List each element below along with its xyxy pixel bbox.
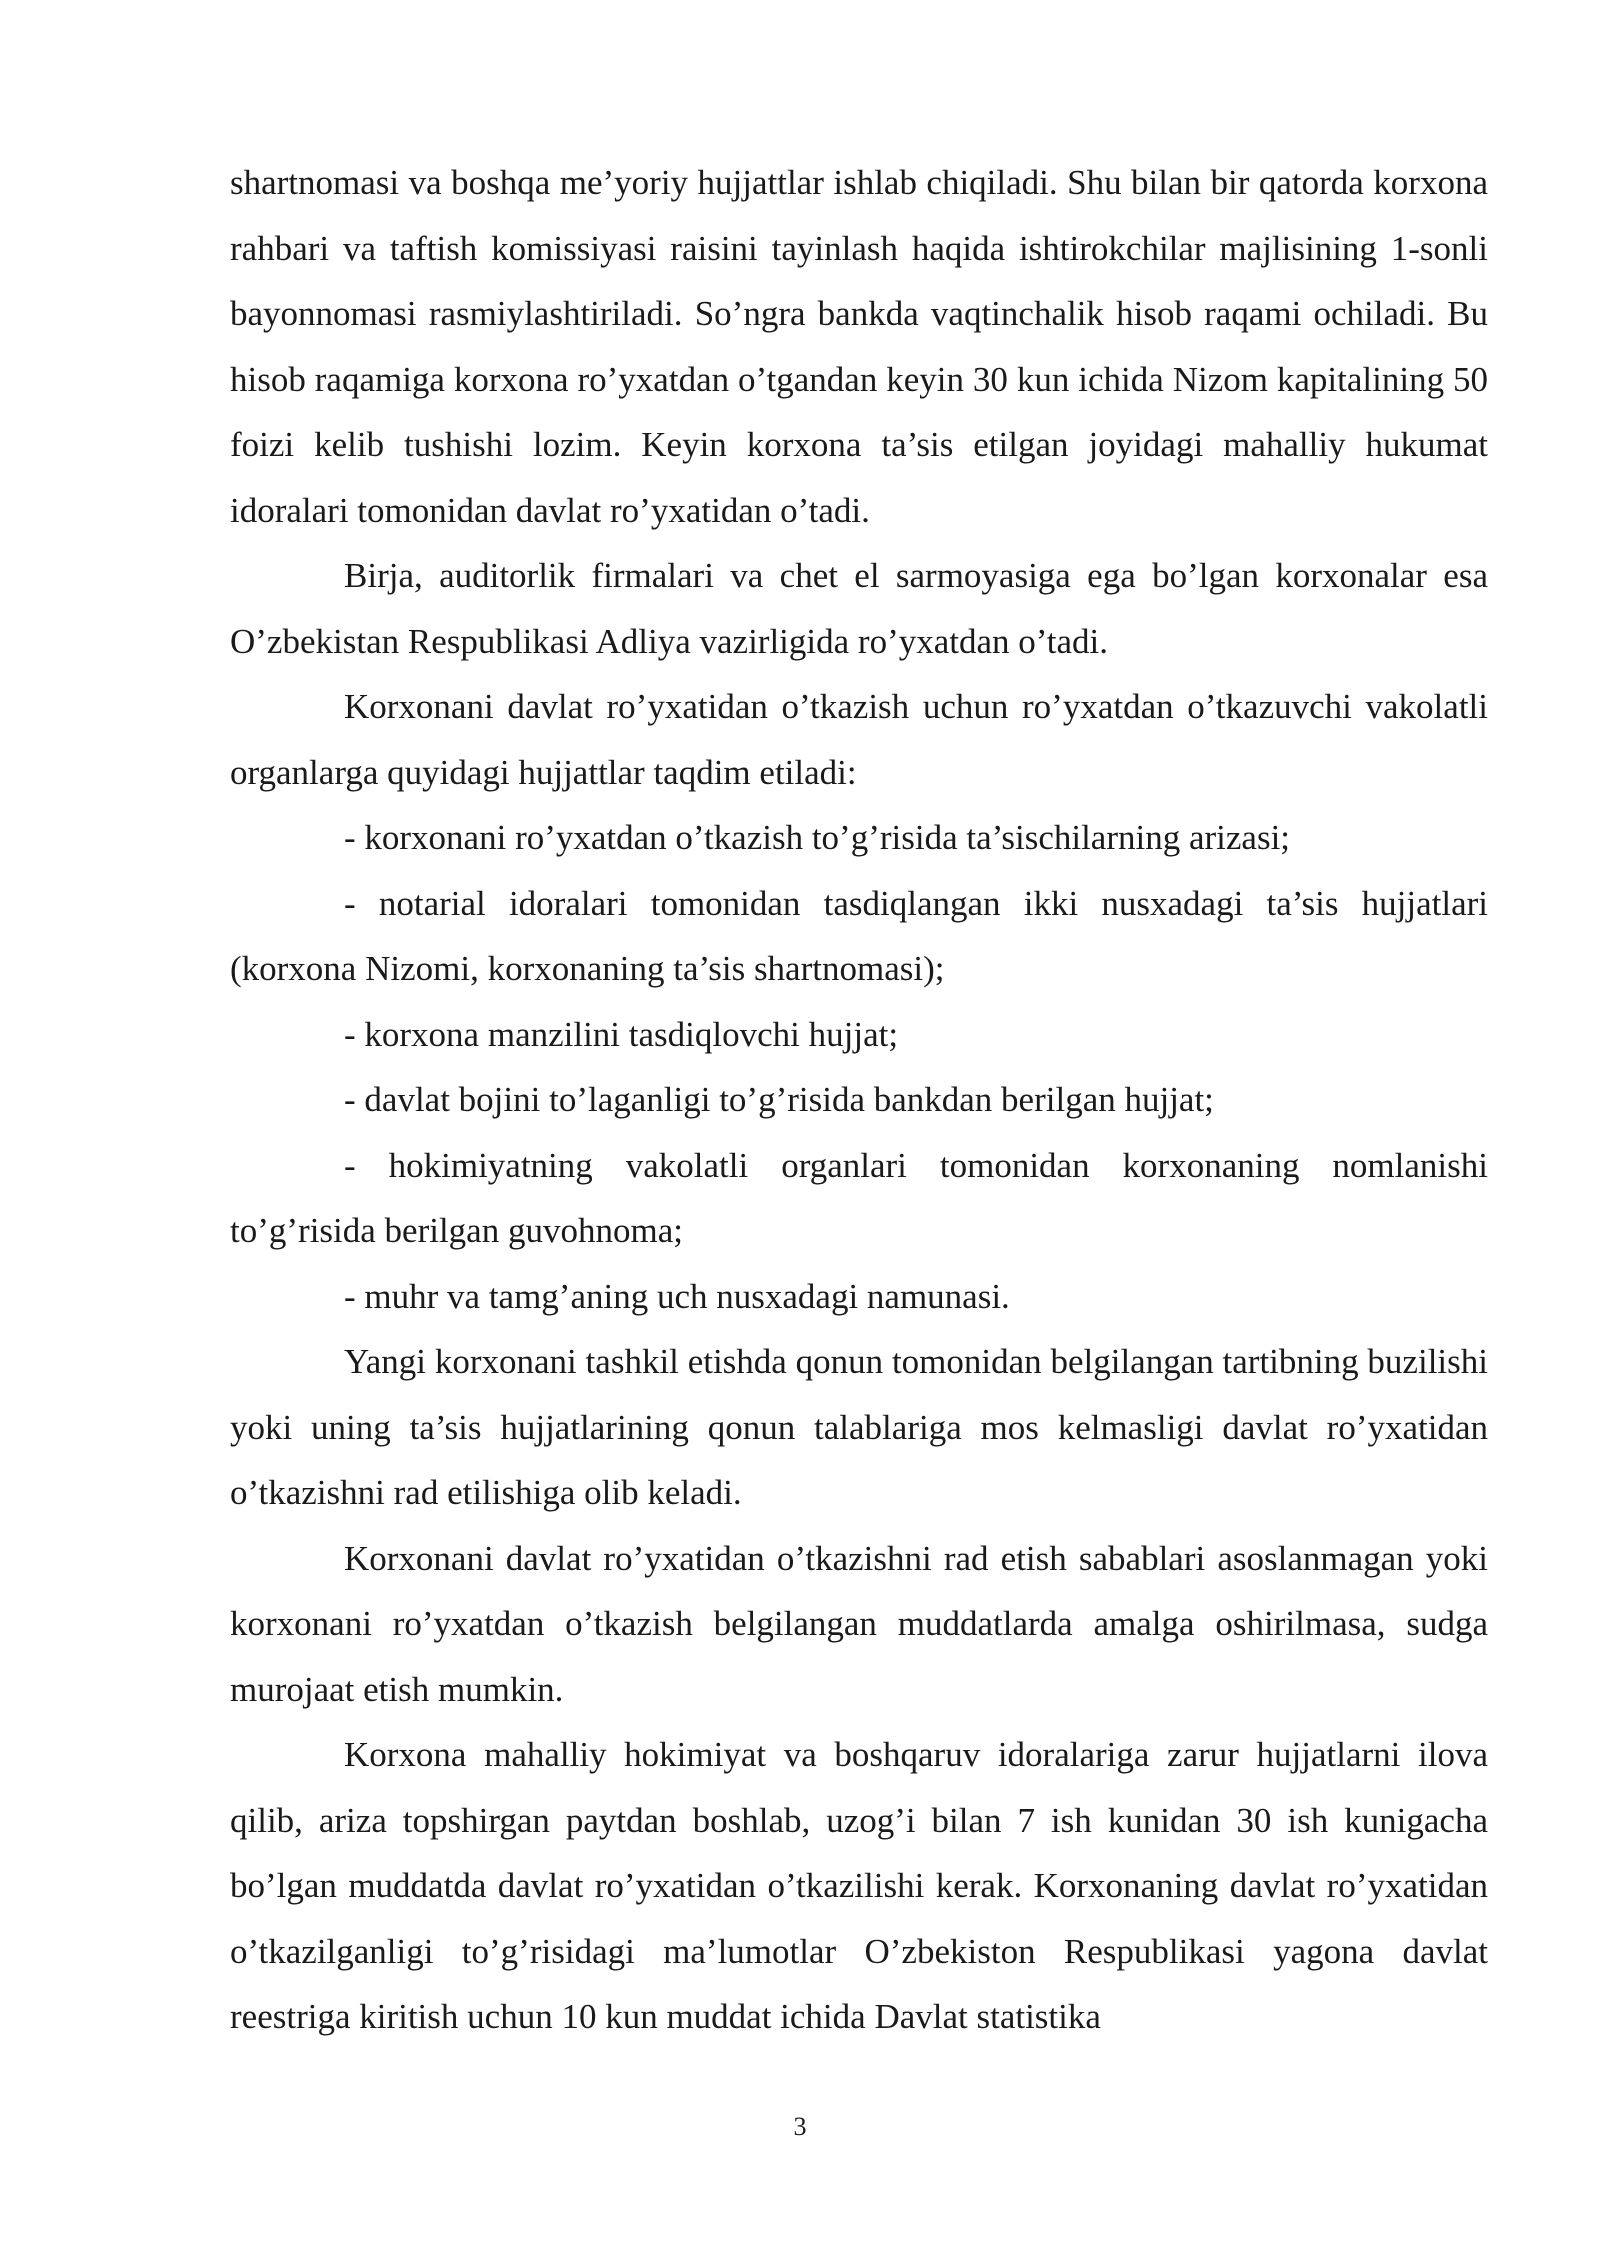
paragraph-4: Yangi korxonani tashkil etishda qonun tomonidan belgilangan tartibning buzilishi yoki uning ta’sis hujjatlarining qonun talablariga mos kelmasligi davlat ro’yxatidan o’tkazishni rad etilishiga olib keladi. [230,1342,1488,1512]
list-item-seal-samples: - muhr va tamg’aning uch nusxadagi namunasi. [344,1276,1010,1316]
list-item-application: - korxonani ro’yxatdan o’tkazish to’g’risida ta’sischilarning arizasi; [344,818,1291,857]
body-text [230,150,1488,2050]
list-item-name-certificate: - hokimiyatning vakolatli organlari tomonidan korxonaning nomlanishi to’g’risida berilgan guvohnoma; [230,1145,1488,1250]
paragraph-2: Birja, auditorlik firmalari va chet el sarmoyasiga ega bo’lgan korxonalar esa O’zbekistan Respublikasi Adliya vazirligida ro’yxatdan o’tadi. [230,556,1488,661]
paragraph-6: Korxona mahalliy hokimiyat va boshqaruv idoralariga zarur hujjatlarni ilova qilib, ariza topshirgan paytdan boshlab, uzog’i bilan 7 ish kunidan 30 ish kunigacha bo’lgan muddatda davlat ro’yxatidan o’tkazilishi kerak. Korxonaning davlat ro’yxatidan o’tkazilganligi to’g’risidagi ma’lumotlar O’zbekiston Respublikasi yagona davlat reestriga kiritish uchun 10 kun muddat ichida Davlat statistika [230,1735,1488,2036]
list-item-address-document: - korxona manzilini tasdiqlovchi hujjat; [344,1014,899,1054]
paragraph-1: shartnomasi va boshqa me’yoriy hujjattlar ishlab chiqiladi. Shu bilan bir qatorda korxona rahbari va taftish komissiyasi raisini tayinlash haqida ishtirokchilar majlisining 1-sonli bayonnomasi rasmiylashtiriladi. So’ngra bankda vaqtinchalik hisob raqami ochiladi. Bu hisob raqamiga korxona ro’yxatdan o’tgandan keyin 30 kun ichida Nizom kapitalining 50 foizi kelib tushishi lozim. Keyin korxona ta’sis etilgan joyidagi mahalliy hukumat idoralari tomonidan davlat ro’yxatidan o’tadi. [230,163,1488,530]
list-item-founding-documents: - notarial idoralari tomonidan tasdiqlangan ikki nusxadagi ta’sis hujjatlari (korxona Nizomi, korxonaning ta’sis shartnomasi); [230,883,1488,988]
page-number: 3 [793,2112,807,2141]
paragraph-3: Korxonani davlat ro’yxatidan o’tkazish uchun ro’yxatdan o’tkazuvchi vakolatli organlarga quyidagi hujjattlar taqdim etiladi: [230,687,1488,792]
paragraph-5: Korxonani davlat ro’yxatidan o’tkazishni rad etish sabablari asoslanmagan yoki korxonani ro’yxatdan o’tkazish belgilangan muddatlarda amalga oshirilmasa, sudga murojaat etish mumkin. [230,1538,1488,1709]
list-item-state-fee-document: - davlat bojini to’laganligi to’g’risida bankdan berilgan hujjat; [344,1080,1214,1119]
